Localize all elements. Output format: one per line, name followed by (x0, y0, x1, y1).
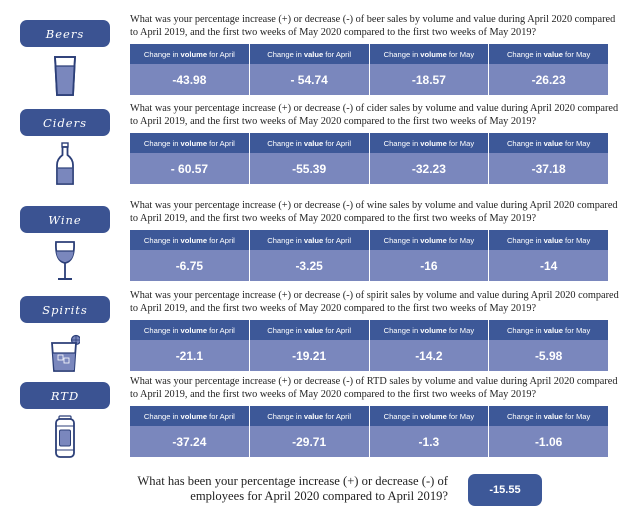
category-pill-wine: Wine (20, 206, 110, 233)
value-value-may: -26.23 (489, 64, 608, 95)
value-value-april: -19.21 (250, 340, 369, 371)
table-spirits (130, 320, 608, 371)
value-volume-april: -21.1 (130, 340, 249, 371)
question-ciders: What was your percentage increase (+) or decrease (-) of cider sales by volume and value during April 2020 compared to April 2019, and the first two weeks of May 2020 compared to the first two weeks of May 2019? (130, 103, 619, 127)
table-ciders (130, 133, 608, 184)
value-value-may: -37.18 (489, 153, 608, 184)
col-header-volume-april: Change in volume for April (130, 133, 249, 153)
table-rtd (130, 406, 608, 457)
category-pill-spirits: Spirits (20, 296, 110, 323)
rtd-can-icon (50, 415, 80, 459)
col-header-volume-may: Change in volume for May (370, 230, 489, 250)
value-volume-april: -43.98 (130, 64, 249, 95)
value-volume-may: -14.2 (370, 340, 489, 371)
wine-glass-icon (50, 239, 80, 283)
col-header-value-may: Change in value for May (489, 44, 608, 64)
col-header-volume-may: Change in volume for May (370, 133, 489, 153)
beer-glass-icon (50, 53, 80, 97)
col-header-volume-april: Change in volume for April (130, 44, 249, 64)
col-header-value-may: Change in value for May (489, 133, 608, 153)
value-volume-may: -16 (370, 250, 489, 281)
section-ciders (0, 102, 630, 188)
col-header-value-april: Change in value for April (250, 320, 369, 340)
value-value-april: -29.71 (250, 426, 369, 457)
col-header-volume-april: Change in volume for April (130, 230, 249, 250)
col-header-volume-may: Change in volume for May (370, 44, 489, 64)
col-header-value-april: Change in value for April (250, 230, 369, 250)
table-beers (130, 44, 608, 95)
col-header-value-april: Change in value for April (250, 44, 369, 64)
value-value-may: -1.06 (489, 426, 608, 457)
value-value-april: - 54.74 (250, 64, 369, 95)
question-employees: What has been your percentage increase (+) or decrease (-) of employees for April 2020 compared to April 2019? (137, 474, 448, 503)
question-beers: What was your percentage increase (+) or decrease (-) of beer sales by volume and value during April 2020 compared to April 2019, and the first two weeks of May 2020 compared to the first two weeks of May 2019? (130, 14, 616, 38)
question-wine: What was your percentage increase (+) or decrease (-) of wine sales by volume and value during April 2020 compared to April 2019, and the first two weeks of May 2020 compared to the first two weeks of May 2019? (130, 200, 618, 224)
col-header-value-april: Change in value for April (250, 133, 369, 153)
col-header-value-may: Change in value for May (489, 406, 608, 426)
col-header-volume-may: Change in volume for May (370, 320, 489, 340)
table-wine (130, 230, 608, 281)
value-volume-may: -1.3 (370, 426, 489, 457)
value-volume-april: -6.75 (130, 250, 249, 281)
section-rtd (0, 375, 630, 461)
col-header-value-april: Change in value for April (250, 406, 369, 426)
value-value-april: -55.39 (250, 153, 369, 184)
question-spirits: What was your percentage increase (+) or decrease (-) of spirit sales by volume and value during April 2020 compared to April 2019, and the first two weeks of May 2020 compared to the first two weeks of May 2019? (130, 290, 619, 314)
section-spirits (0, 289, 630, 375)
category-pill-rtd: RTD (20, 382, 110, 409)
category-pill-beers: Beers (20, 20, 110, 47)
value-volume-may: -32.23 (370, 153, 489, 184)
spirit-glass-icon (50, 329, 80, 373)
value-volume-may: -18.57 (370, 64, 489, 95)
col-header-value-may: Change in value for May (489, 230, 608, 250)
value-value-april: -3.25 (250, 250, 369, 281)
section-wine (0, 199, 630, 285)
col-header-volume-april: Change in volume for April (130, 406, 249, 426)
value-volume-april: -37.24 (130, 426, 249, 457)
col-header-volume-may: Change in volume for May (370, 406, 489, 426)
section-beers (0, 13, 630, 99)
value-value-may: -14 (489, 250, 608, 281)
employees-value-badge: -15.55 (468, 474, 542, 506)
col-header-volume-april: Change in volume for April (130, 320, 249, 340)
question-rtd: What was your percentage increase (+) or decrease (-) of RTD sales by volume and value during April 2020 compared to April 2019, and the first two weeks of May 2020 compared to the first two weeks of May 2019? (130, 376, 618, 400)
category-pill-ciders: Ciders (20, 109, 110, 136)
value-value-may: -5.98 (489, 340, 608, 371)
cider-bottle-icon (50, 142, 80, 186)
col-header-value-may: Change in value for May (489, 320, 608, 340)
value-volume-april: - 60.57 (130, 153, 249, 184)
